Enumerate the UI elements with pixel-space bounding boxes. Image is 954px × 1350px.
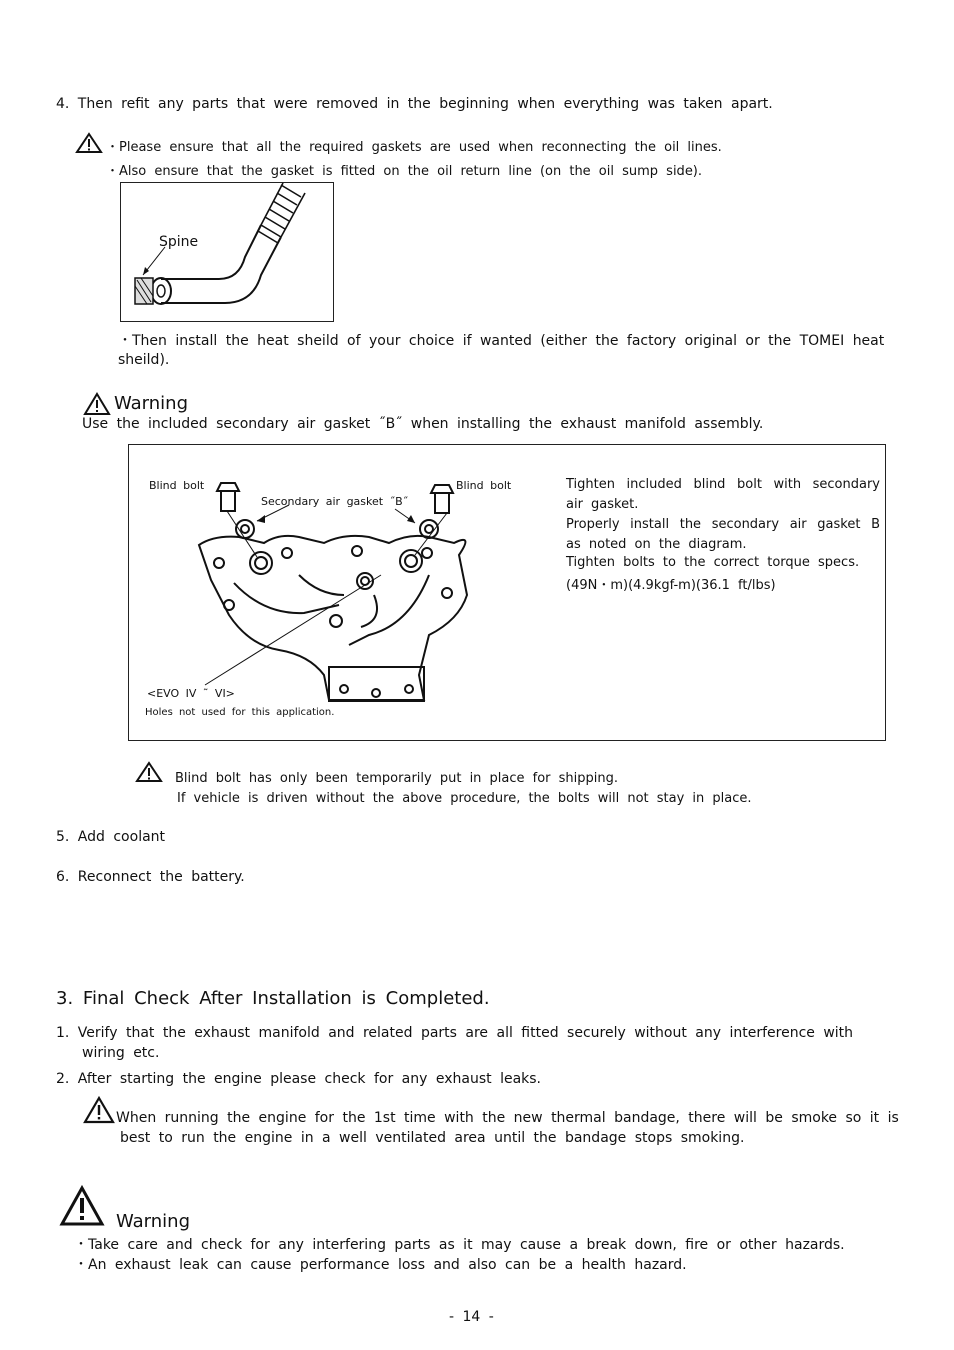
warning-title: Warning: [116, 1211, 191, 1232]
bandage-note-2: best to run the engine in a well ventilated area until the bandage stops smoking.: [120, 1130, 745, 1146]
spine-figure: [120, 182, 334, 322]
blind-bolt-note-1: Blind bolt has only been temporarily put in place for shipping.: [175, 771, 619, 786]
final-check-item-2: 2. After starting the engine please check for any exhaust leaks.: [56, 1071, 542, 1087]
gasket-note-2: ・Also ensure that the gasket is fitted on the oil return line (on the oil sump side).: [106, 164, 703, 179]
heat-shield-note: ・Then install the heat sheild of your choice if wanted (either the factory original or the TOMEI heat sheild).: [118, 333, 885, 368]
blind-bolt-left-label: Blind bolt: [149, 479, 205, 492]
step-6: 6. Reconnect the battery.: [56, 869, 245, 885]
blind-bolt-right-label: Blind bolt: [456, 479, 512, 492]
warning-icon: [76, 133, 102, 153]
evo-label: <EVO IV ˜ VI>: [147, 687, 235, 700]
section-heading: 3. Final Check After Installation is Completed.: [56, 988, 490, 1009]
page-number: - 14 -: [449, 1309, 494, 1325]
warning-title: Warning: [114, 393, 189, 414]
warning-icon: [84, 1097, 114, 1123]
warning-icon: [136, 762, 162, 782]
instruction-4: (49N・m)(4.9kgf-m)(36.1 ft/lbs): [566, 578, 776, 593]
bandage-note-1: When running the engine for the 1st time with the new thermal bandage, there will be smoke so it is: [116, 1110, 899, 1126]
warning-line-2: ・An exhaust leak can cause performance loss and also can be a health hazard.: [74, 1257, 687, 1273]
secondary-gasket-label: Secondary air gasket ˝B˝: [261, 495, 409, 508]
warning-text: Use the included secondary air gasket ˝B˝ when installing the exhaust manifold assembly.: [82, 416, 764, 432]
instruction-3: Tighten bolts to the correct torque specs.: [566, 555, 860, 570]
warning-icon: [60, 1186, 104, 1226]
instruction-1: Tighten included blind bolt with secondary air gasket.: [566, 477, 880, 512]
gasket-note-1: ・Please ensure that all the required gaskets are used when reconnecting the oil lines.: [106, 140, 722, 155]
holes-label: Holes not used for this application.: [145, 707, 335, 718]
step-4: 4. Then refit any parts that were removed in the beginning when everything was taken apart.: [56, 96, 773, 112]
manifold-diagram-box: [128, 444, 886, 741]
instruction-2: Properly install the secondary air gasket B as noted on the diagram.: [566, 517, 880, 552]
step-5: 5. Add coolant: [56, 829, 166, 845]
warning-line-1: ・Take care and check for any interfering parts as it may cause a break down, fire or other hazards.: [74, 1237, 845, 1253]
blind-bolt-note-2: If vehicle is driven without the above procedure, the bolts will not stay in place.: [177, 791, 752, 806]
final-check-item-1: 1. Verify that the exhaust manifold and related parts are all fitted securely without any interference with: [56, 1025, 854, 1041]
final-check-item-1-cont: wiring etc.: [82, 1045, 160, 1061]
oil-line-fitting-illustration: [121, 183, 333, 321]
warning-icon: [84, 393, 110, 415]
spine-label: Spine: [159, 234, 199, 250]
